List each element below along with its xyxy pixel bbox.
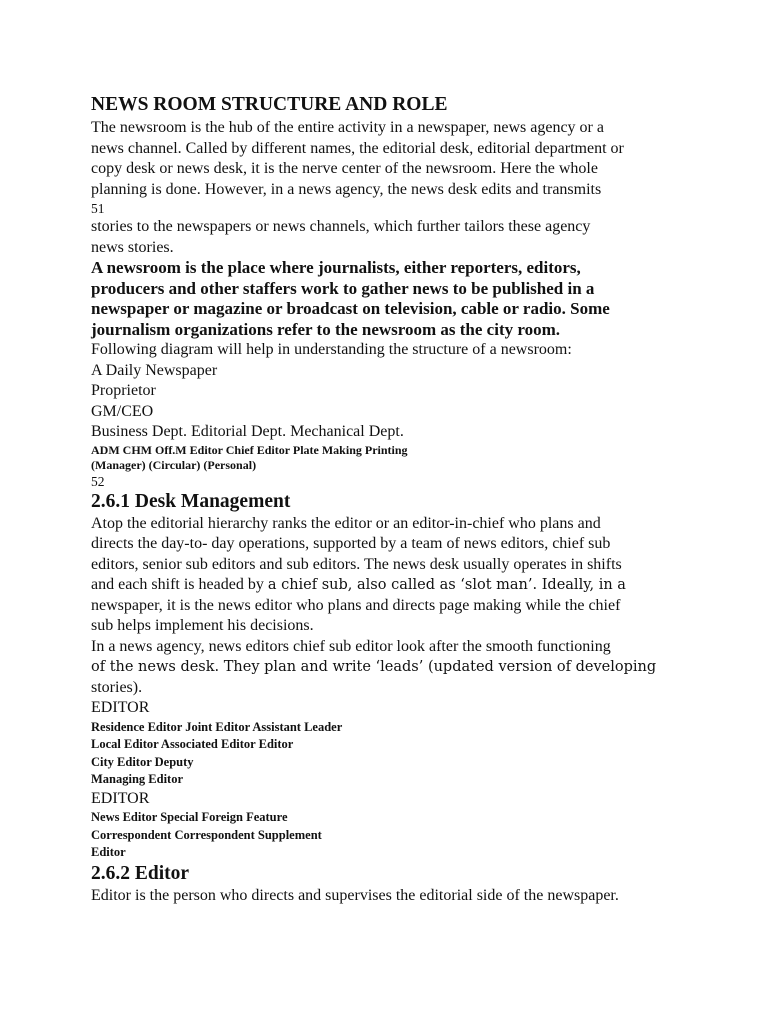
document-body bbox=[91, 92, 691, 906]
text-line: Proprietor bbox=[91, 382, 156, 399]
text-line: stories to the newspapers or news channels, which further tailors these agency bbox=[91, 218, 591, 235]
list-item: News Editor Special Foreign Feature bbox=[91, 810, 288, 824]
editor-label-2: EDITOR bbox=[91, 789, 150, 807]
list-item: Editor bbox=[91, 845, 126, 859]
section-heading-desk-management: 2.6.1 Desk Management bbox=[91, 490, 291, 512]
text-line: Business Dept. Editorial Dept. Mechanical Dept. bbox=[91, 423, 404, 440]
text-line-alt-font: of the news desk. They plan and write ‘leads’ (updated version of developing bbox=[91, 659, 657, 675]
text-line: editors, senior sub editors and sub editors. The news desk usually operates in shifts bbox=[91, 555, 622, 573]
text-line: planning is done. However, in a news agency, the news desk edits and transmits bbox=[91, 180, 602, 198]
text-line: GM/CEO bbox=[91, 402, 154, 420]
text-line: A Daily Newspaper bbox=[91, 361, 218, 379]
diagram-text bbox=[91, 340, 691, 443]
editor-list-1 bbox=[91, 719, 691, 789]
editor-label: EDITOR bbox=[91, 699, 150, 716]
desk-management-paragraph bbox=[91, 514, 691, 719]
list-item: Correspondent Correspondent Supplement bbox=[91, 827, 322, 842]
bold-definition-paragraph bbox=[91, 258, 691, 340]
text-line: journalism organizations refer to the newsroom as the city room. bbox=[91, 319, 561, 339]
document-title: NEWS ROOM STRUCTURE AND ROLE bbox=[91, 94, 448, 115]
list-item: Residence Editor Joint Editor Assistant Leader bbox=[91, 719, 343, 734]
editor-list-2 bbox=[91, 809, 691, 862]
text-line: producers and other staffers work to gather news to be published in a bbox=[91, 278, 595, 298]
text-line: Atop the editorial hierarchy ranks the editor or an editor-in-chief who plans and bbox=[91, 514, 601, 532]
text-line: In a news agency, news editors chief sub editor look after the smooth functioning bbox=[91, 637, 611, 655]
text-line: copy desk or news desk, it is the nerve center of the newsroom. Here the whole bbox=[91, 160, 598, 177]
page-number: 51 bbox=[91, 201, 105, 216]
text-line: The newsroom is the hub of the entire activity in a newspaper, news agency or a bbox=[91, 119, 604, 136]
text-line bbox=[91, 575, 691, 596]
intro-paragraph bbox=[91, 118, 691, 200]
section-heading-editor: 2.6.2 Editor bbox=[91, 862, 190, 884]
text-line: sub helps implement his decisions. bbox=[91, 617, 314, 634]
text-line: Editor is the person who directs and supervises the editorial side of the newspaper. bbox=[91, 886, 619, 904]
text-fragment: and each shift is headed by bbox=[91, 576, 268, 593]
page-number: 52 bbox=[91, 473, 105, 489]
intro-paragraph-continued bbox=[91, 217, 691, 258]
text-line: Following diagram will help in understanding the structure of a newsroom: bbox=[91, 341, 572, 358]
text-fragment-alt-font: a chief sub, also called as ‘slot man’. Ideally, in a bbox=[267, 577, 626, 593]
list-item: Managing Editor bbox=[91, 772, 184, 786]
list-item: Local Editor Associated Editor Editor bbox=[91, 737, 294, 751]
text-line: A newsroom is the place where journalists, either reporters, editors, bbox=[91, 258, 581, 277]
diagram-small-text bbox=[91, 443, 691, 473]
text-line: (Manager) (Circular) (Personal) bbox=[91, 457, 257, 472]
text-line: newspaper, it is the news editor who plans and directs page making while the chief bbox=[91, 596, 621, 614]
text-line: news channel. Called by different names, the editorial desk, editorial department or bbox=[91, 139, 624, 157]
editor-paragraph bbox=[91, 886, 691, 907]
text-line: ADM CHM Off.M Editor Chief Editor Plate Making Printing bbox=[91, 442, 408, 457]
text-line: news stories. bbox=[91, 238, 174, 256]
list-item: City Editor Deputy bbox=[91, 754, 194, 769]
text-line: directs the day-to- day operations, supported by a team of news editors, chief sub bbox=[91, 535, 611, 552]
text-line: newspaper or magazine or broadcast on television, cable or radio. Some bbox=[91, 299, 610, 318]
text-line: stories). bbox=[91, 678, 143, 696]
